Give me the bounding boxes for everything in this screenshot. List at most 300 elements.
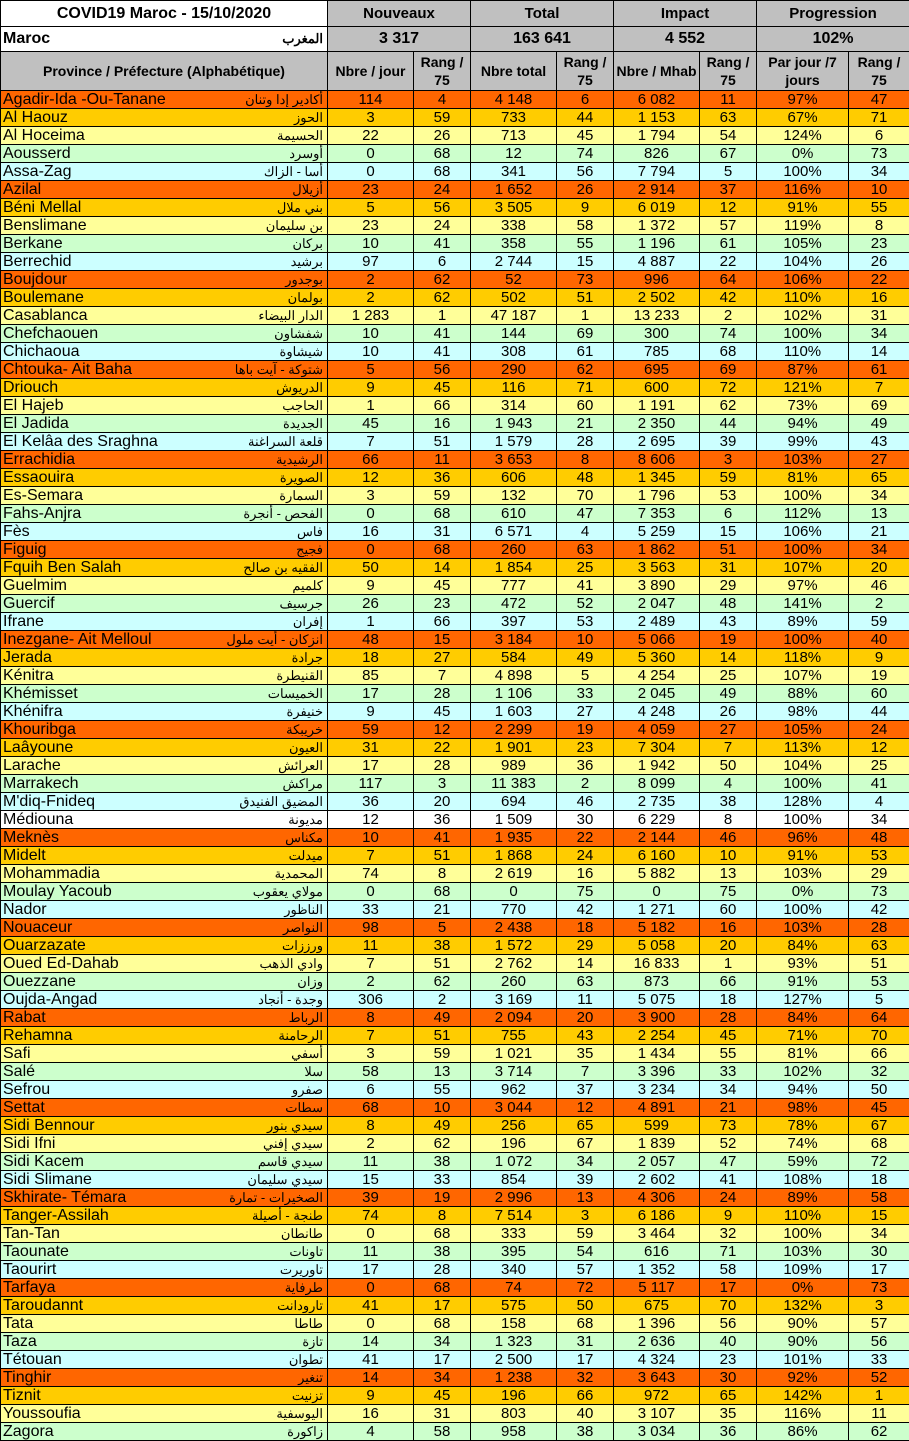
province-name-fr: Driouch	[3, 379, 58, 396]
province-name-fr: Taounate	[3, 1243, 69, 1260]
cell-rang-nouveaux: 11	[414, 451, 471, 469]
cell-total: 1 572	[471, 937, 557, 955]
cell-rang-total: 73	[557, 271, 614, 289]
province-name-fr: Tata	[3, 1315, 33, 1332]
cell-rang-progression: 65	[849, 469, 909, 487]
cell-nouveaux-jour: 0	[328, 1225, 414, 1243]
cell-rang-progression: 43	[849, 433, 909, 451]
province-name	[1, 1171, 328, 1189]
province-name-ar: أسفي	[291, 1045, 323, 1062]
province-name	[1, 595, 328, 613]
cell-impact-mhab: 5 117	[614, 1279, 700, 1297]
cell-rang-nouveaux: 68	[414, 1225, 471, 1243]
cell-rang-total: 10	[557, 631, 614, 649]
cell-rang-total: 32	[557, 1369, 614, 1387]
cell-impact-mhab: 1 345	[614, 469, 700, 487]
cell-rang-impact: 17	[700, 1279, 757, 1297]
cell-impact-mhab: 1 396	[614, 1315, 700, 1333]
province-name-fr: Laâyoune	[3, 739, 73, 756]
cell-rang-impact: 20	[700, 937, 757, 955]
province-name-ar: بن سليمان	[266, 217, 323, 234]
province-name-fr: Médiouna	[3, 811, 73, 828]
table-row	[1, 145, 909, 163]
cell-impact-mhab: 2 144	[614, 829, 700, 847]
cell-total: 2 500	[471, 1351, 557, 1369]
cell-rang-nouveaux: 24	[414, 181, 471, 199]
cell-rang-total: 13	[557, 1189, 614, 1207]
group-total: Total	[471, 1, 614, 27]
cell-progression: 106%	[757, 523, 849, 541]
cell-progression: 67%	[757, 109, 849, 127]
province-name-fr: Agadir-Ida -Ou-Tanane	[3, 91, 166, 108]
table-row	[1, 325, 909, 343]
cell-impact-mhab: 1 153	[614, 109, 700, 127]
cell-impact-mhab: 5 066	[614, 631, 700, 649]
province-name-fr: Al Haouz	[3, 109, 68, 126]
cell-total: 3 169	[471, 991, 557, 1009]
cell-rang-impact: 14	[700, 649, 757, 667]
cell-impact-mhab: 1 796	[614, 487, 700, 505]
table-row	[1, 577, 909, 595]
cell-nouveaux-jour: 10	[328, 325, 414, 343]
cell-nouveaux-jour: 1	[328, 613, 414, 631]
province-name-ar: سيدي سليمان	[247, 1171, 323, 1188]
cell-rang-impact: 6	[700, 505, 757, 523]
table-row	[1, 1261, 909, 1279]
col-par-jour: Par jour /7 jours	[757, 52, 849, 91]
cell-total: 1 868	[471, 847, 557, 865]
province-name-fr: Tan-Tan	[3, 1225, 60, 1242]
cell-rang-nouveaux: 68	[414, 883, 471, 901]
table-row	[1, 739, 909, 757]
cell-rang-impact: 60	[700, 901, 757, 919]
cell-rang-impact: 34	[700, 1081, 757, 1099]
cell-rang-nouveaux: 51	[414, 955, 471, 973]
cell-rang-progression: 60	[849, 685, 909, 703]
cell-impact-mhab: 6 019	[614, 199, 700, 217]
table-row	[1, 649, 909, 667]
cell-rang-total: 46	[557, 793, 614, 811]
province-name-fr: Sidi Kacem	[3, 1153, 84, 1170]
province-name	[1, 883, 328, 901]
cell-rang-nouveaux: 17	[414, 1351, 471, 1369]
province-name	[1, 1369, 328, 1387]
cell-progression: 71%	[757, 1027, 849, 1045]
province-name-fr: Sidi Slimane	[3, 1171, 92, 1188]
table-row	[1, 955, 909, 973]
cell-rang-progression: 47	[849, 91, 909, 109]
cell-total: 4 148	[471, 91, 557, 109]
cell-progression: 87%	[757, 361, 849, 379]
table-row	[1, 523, 909, 541]
table-row	[1, 1351, 909, 1369]
cell-nouveaux-jour: 1 283	[328, 307, 414, 325]
cell-nouveaux-jour: 0	[328, 1279, 414, 1297]
table-row	[1, 901, 909, 919]
province-name-fr: Tinghir	[3, 1369, 51, 1386]
province-name-ar: شتوكة - آيت باها	[235, 361, 323, 378]
province-name	[1, 1315, 328, 1333]
table-row	[1, 433, 909, 451]
cell-rang-nouveaux: 10	[414, 1099, 471, 1117]
cell-rang-progression: 71	[849, 109, 909, 127]
cell-rang-progression: 53	[849, 973, 909, 991]
province-name-ar: الدار البيضاء	[258, 307, 323, 324]
province-name-fr: Sefrou	[3, 1081, 50, 1098]
cell-rang-nouveaux: 15	[414, 631, 471, 649]
province-name-ar: العيون	[289, 739, 323, 756]
cell-progression: 100%	[757, 1225, 849, 1243]
province-name-fr: Tarfaya	[3, 1279, 55, 1296]
cell-rang-nouveaux: 38	[414, 1153, 471, 1171]
province-name-ar: بني ملال	[277, 199, 323, 216]
table-row	[1, 91, 909, 109]
province-name-fr: Casablanca	[3, 307, 88, 324]
province-name-fr: El Hajeb	[3, 397, 63, 414]
cell-rang-progression: 34	[849, 487, 909, 505]
province-name-ar: الحسيمة	[277, 127, 323, 144]
cell-rang-total: 19	[557, 721, 614, 739]
cell-rang-nouveaux: 26	[414, 127, 471, 145]
cell-rang-total: 24	[557, 847, 614, 865]
province-name	[1, 559, 328, 577]
province-name-fr: Tétouan	[3, 1351, 62, 1368]
province-name-ar: سيدي بنور	[267, 1117, 323, 1134]
cell-impact-mhab: 4 887	[614, 253, 700, 271]
table-row	[1, 199, 909, 217]
province-name-fr: Fahs-Anjra	[3, 505, 81, 522]
province-name-fr: Al Hoceima	[3, 127, 85, 144]
cell-total: 196	[471, 1387, 557, 1405]
province-name-fr: Zagora	[3, 1423, 54, 1440]
cell-total: 777	[471, 577, 557, 595]
province-name-fr: Ifrane	[3, 613, 44, 630]
cell-rang-impact: 28	[700, 1009, 757, 1027]
cell-progression: 107%	[757, 667, 849, 685]
cell-rang-nouveaux: 55	[414, 1081, 471, 1099]
cell-progression: 112%	[757, 505, 849, 523]
cell-impact-mhab: 5 182	[614, 919, 700, 937]
cell-progression: 100%	[757, 901, 849, 919]
cell-rang-progression: 49	[849, 415, 909, 433]
cell-progression: 124%	[757, 127, 849, 145]
province-name	[1, 955, 328, 973]
cell-rang-progression: 34	[849, 811, 909, 829]
table-row	[1, 469, 909, 487]
cell-rang-total: 59	[557, 1225, 614, 1243]
province-name-ar: شفشاون	[274, 325, 323, 342]
cell-impact-mhab: 1 434	[614, 1045, 700, 1063]
cell-rang-nouveaux: 19	[414, 1189, 471, 1207]
province-name	[1, 937, 328, 955]
cell-rang-progression: 68	[849, 1135, 909, 1153]
cell-nouveaux-jour: 9	[328, 703, 414, 721]
cell-rang-total: 50	[557, 1297, 614, 1315]
cell-progression: 102%	[757, 1063, 849, 1081]
province-name	[1, 793, 328, 811]
cell-rang-nouveaux: 17	[414, 1297, 471, 1315]
cell-nouveaux-jour: 68	[328, 1099, 414, 1117]
province-name-fr: Kénitra	[3, 667, 54, 684]
cell-impact-mhab: 695	[614, 361, 700, 379]
cell-nouveaux-jour: 5	[328, 199, 414, 217]
table-row	[1, 631, 909, 649]
cell-rang-progression: 50	[849, 1081, 909, 1099]
province-name	[1, 505, 328, 523]
cell-rang-progression: 23	[849, 235, 909, 253]
cell-progression: 100%	[757, 775, 849, 793]
cell-nouveaux-jour: 14	[328, 1369, 414, 1387]
cell-rang-total: 55	[557, 235, 614, 253]
cell-rang-total: 58	[557, 217, 614, 235]
cell-total: 584	[471, 649, 557, 667]
cell-total: 502	[471, 289, 557, 307]
cell-total: 1 603	[471, 703, 557, 721]
national-name-ar: المغرب	[282, 27, 323, 51]
cell-rang-impact: 9	[700, 1207, 757, 1225]
province-name-fr: Figuig	[3, 541, 47, 558]
province-name	[1, 919, 328, 937]
cell-rang-impact: 53	[700, 487, 757, 505]
cell-progression: 93%	[757, 955, 849, 973]
cell-total: 12	[471, 145, 557, 163]
cell-rang-total: 43	[557, 1027, 614, 1045]
cell-rang-impact: 38	[700, 793, 757, 811]
cell-rang-total: 52	[557, 595, 614, 613]
col-province: Province / Préfecture (Alphabétique)	[1, 52, 328, 91]
province-name-fr: Es-Semara	[3, 487, 83, 504]
cell-rang-progression: 73	[849, 1279, 909, 1297]
cell-nouveaux-jour: 23	[328, 181, 414, 199]
cell-rang-nouveaux: 5	[414, 919, 471, 937]
cell-rang-progression: 61	[849, 361, 909, 379]
province-name-fr: Guelmim	[3, 577, 67, 594]
cell-rang-progression: 32	[849, 1063, 909, 1081]
cell-total: 132	[471, 487, 557, 505]
cell-total: 260	[471, 541, 557, 559]
province-name	[1, 1225, 328, 1243]
cell-nouveaux-jour: 11	[328, 937, 414, 955]
province-name-fr: Taza	[3, 1333, 37, 1350]
cell-progression: 99%	[757, 433, 849, 451]
cell-rang-nouveaux: 62	[414, 1135, 471, 1153]
province-name-ar: وجدة - أنجاد	[258, 991, 323, 1008]
cell-total: 11 383	[471, 775, 557, 793]
table-row	[1, 775, 909, 793]
cell-progression: 89%	[757, 613, 849, 631]
cell-rang-progression: 3	[849, 1297, 909, 1315]
province-name	[1, 451, 328, 469]
cell-progression: 110%	[757, 1207, 849, 1225]
province-name	[1, 1279, 328, 1297]
cell-rang-nouveaux: 68	[414, 1279, 471, 1297]
province-name	[1, 1387, 328, 1405]
cell-rang-total: 66	[557, 1387, 614, 1405]
cell-total: 2 996	[471, 1189, 557, 1207]
province-name	[1, 1333, 328, 1351]
province-name-ar: أكادير إدا وتنان	[245, 91, 323, 108]
cell-rang-nouveaux: 59	[414, 487, 471, 505]
cell-rang-total: 37	[557, 1081, 614, 1099]
cell-total: 1 943	[471, 415, 557, 433]
province-name-ar: الناظور	[284, 901, 323, 918]
province-name	[1, 253, 328, 271]
cell-total: 308	[471, 343, 557, 361]
province-name	[1, 379, 328, 397]
cell-nouveaux-jour: 31	[328, 739, 414, 757]
province-name-ar: ميدلت	[289, 847, 323, 864]
cell-rang-impact: 41	[700, 1171, 757, 1189]
cell-rang-impact: 7	[700, 739, 757, 757]
cell-rang-nouveaux: 24	[414, 217, 471, 235]
province-name-fr: Safi	[3, 1045, 31, 1062]
national-progression: 102%	[757, 27, 909, 52]
cell-progression: 110%	[757, 343, 849, 361]
cell-nouveaux-jour: 12	[328, 469, 414, 487]
cell-impact-mhab: 3 107	[614, 1405, 700, 1423]
cell-nouveaux-jour: 97	[328, 253, 414, 271]
province-name-fr: Skhirate- Témara	[3, 1189, 126, 1206]
cell-rang-nouveaux: 28	[414, 685, 471, 703]
cell-nouveaux-jour: 0	[328, 883, 414, 901]
cell-rang-impact: 12	[700, 199, 757, 217]
cell-rang-impact: 10	[700, 847, 757, 865]
cell-nouveaux-jour: 66	[328, 451, 414, 469]
province-name-ar: طانطان	[281, 1225, 323, 1242]
cell-nouveaux-jour: 9	[328, 379, 414, 397]
cell-rang-impact: 50	[700, 757, 757, 775]
province-name-ar: الحاجب	[282, 397, 323, 414]
province-name-ar: الفقيه بن صالح	[243, 559, 323, 576]
province-name-ar: سطات	[285, 1099, 323, 1116]
cell-rang-progression: 7	[849, 379, 909, 397]
cell-impact-mhab: 1 372	[614, 217, 700, 235]
province-name-ar: أوسرد	[289, 145, 323, 162]
cell-rang-total: 17	[557, 1351, 614, 1369]
province-name-ar: المحمدية	[275, 865, 323, 882]
province-name-fr: Berrechid	[3, 253, 71, 270]
cell-rang-progression: 57	[849, 1315, 909, 1333]
group-impact: Impact	[614, 1, 757, 27]
cell-rang-impact: 31	[700, 559, 757, 577]
table-row	[1, 847, 909, 865]
cell-rang-impact: 72	[700, 379, 757, 397]
cell-rang-nouveaux: 51	[414, 433, 471, 451]
cell-impact-mhab: 4 891	[614, 1099, 700, 1117]
cell-rang-total: 33	[557, 685, 614, 703]
table-row	[1, 397, 909, 415]
cell-impact-mhab: 0	[614, 883, 700, 901]
cell-rang-nouveaux: 68	[414, 163, 471, 181]
cell-rang-progression: 11	[849, 1405, 909, 1423]
cell-progression: 98%	[757, 1099, 849, 1117]
cell-total: 1 509	[471, 811, 557, 829]
table-row	[1, 505, 909, 523]
cell-nouveaux-jour: 17	[328, 1261, 414, 1279]
province-name-fr: Essaouira	[3, 469, 74, 486]
table-row	[1, 1081, 909, 1099]
col-rang-impact: Rang / 75	[700, 52, 757, 91]
cell-rang-total: 72	[557, 1279, 614, 1297]
cell-total: 733	[471, 109, 557, 127]
cell-impact-mhab: 7 794	[614, 163, 700, 181]
cell-nouveaux-jour: 22	[328, 127, 414, 145]
province-name	[1, 757, 328, 775]
table-row	[1, 1369, 909, 1387]
cell-progression: 116%	[757, 1405, 849, 1423]
cell-impact-mhab: 2 057	[614, 1153, 700, 1171]
province-name-ar: بولمان	[288, 289, 323, 306]
cell-rang-nouveaux: 41	[414, 829, 471, 847]
cell-impact-mhab: 4 254	[614, 667, 700, 685]
cell-rang-impact: 70	[700, 1297, 757, 1315]
cell-rang-total: 49	[557, 649, 614, 667]
province-name-ar: مولاي يعقوب	[253, 883, 323, 900]
cell-rang-impact: 56	[700, 1315, 757, 1333]
table-row	[1, 919, 909, 937]
cell-rang-nouveaux: 66	[414, 397, 471, 415]
cell-nouveaux-jour: 41	[328, 1297, 414, 1315]
cell-rang-nouveaux: 22	[414, 739, 471, 757]
province-name-fr: Moulay Yacoub	[3, 883, 112, 900]
table-row	[1, 1279, 909, 1297]
cell-total: 989	[471, 757, 557, 775]
table-row	[1, 127, 909, 145]
province-name-ar: خنيفرة	[287, 703, 323, 720]
cell-total: 314	[471, 397, 557, 415]
cell-rang-progression: 26	[849, 253, 909, 271]
cell-total: 610	[471, 505, 557, 523]
cell-rang-total: 65	[557, 1117, 614, 1135]
cell-total: 2 619	[471, 865, 557, 883]
cell-rang-total: 40	[557, 1405, 614, 1423]
cell-total: 606	[471, 469, 557, 487]
cell-rang-total: 45	[557, 127, 614, 145]
cell-progression: 103%	[757, 1243, 849, 1261]
cell-progression: 100%	[757, 631, 849, 649]
cell-rang-nouveaux: 38	[414, 1243, 471, 1261]
cell-total: 3 044	[471, 1099, 557, 1117]
cell-impact-mhab: 2 502	[614, 289, 700, 307]
cell-impact-mhab: 3 563	[614, 559, 700, 577]
province-name	[1, 1405, 328, 1423]
cell-total: 0	[471, 883, 557, 901]
table-row	[1, 361, 909, 379]
cell-rang-total: 71	[557, 379, 614, 397]
province-name-fr: Tanger-Assilah	[3, 1207, 109, 1224]
province-name-ar: وزان	[297, 973, 323, 990]
province-name-ar: فجيج	[296, 541, 323, 558]
cell-impact-mhab: 1 352	[614, 1261, 700, 1279]
cell-total: 256	[471, 1117, 557, 1135]
cell-rang-impact: 39	[700, 433, 757, 451]
cell-rang-nouveaux: 45	[414, 577, 471, 595]
cell-impact-mhab: 3 234	[614, 1081, 700, 1099]
province-name	[1, 1081, 328, 1099]
cell-progression: 59%	[757, 1153, 849, 1171]
cell-rang-total: 36	[557, 757, 614, 775]
cell-nouveaux-jour: 50	[328, 559, 414, 577]
province-name-ar: تطوان	[289, 1351, 323, 1368]
cell-impact-mhab: 8 099	[614, 775, 700, 793]
province-name-ar: اليوسفية	[276, 1405, 323, 1422]
province-name-fr: Inezgane- Ait Melloul	[3, 631, 152, 648]
cell-impact-mhab: 3 464	[614, 1225, 700, 1243]
col-nbre-total: Nbre total	[471, 52, 557, 91]
table-row	[1, 1135, 909, 1153]
cell-impact-mhab: 600	[614, 379, 700, 397]
cell-rang-nouveaux: 49	[414, 1117, 471, 1135]
